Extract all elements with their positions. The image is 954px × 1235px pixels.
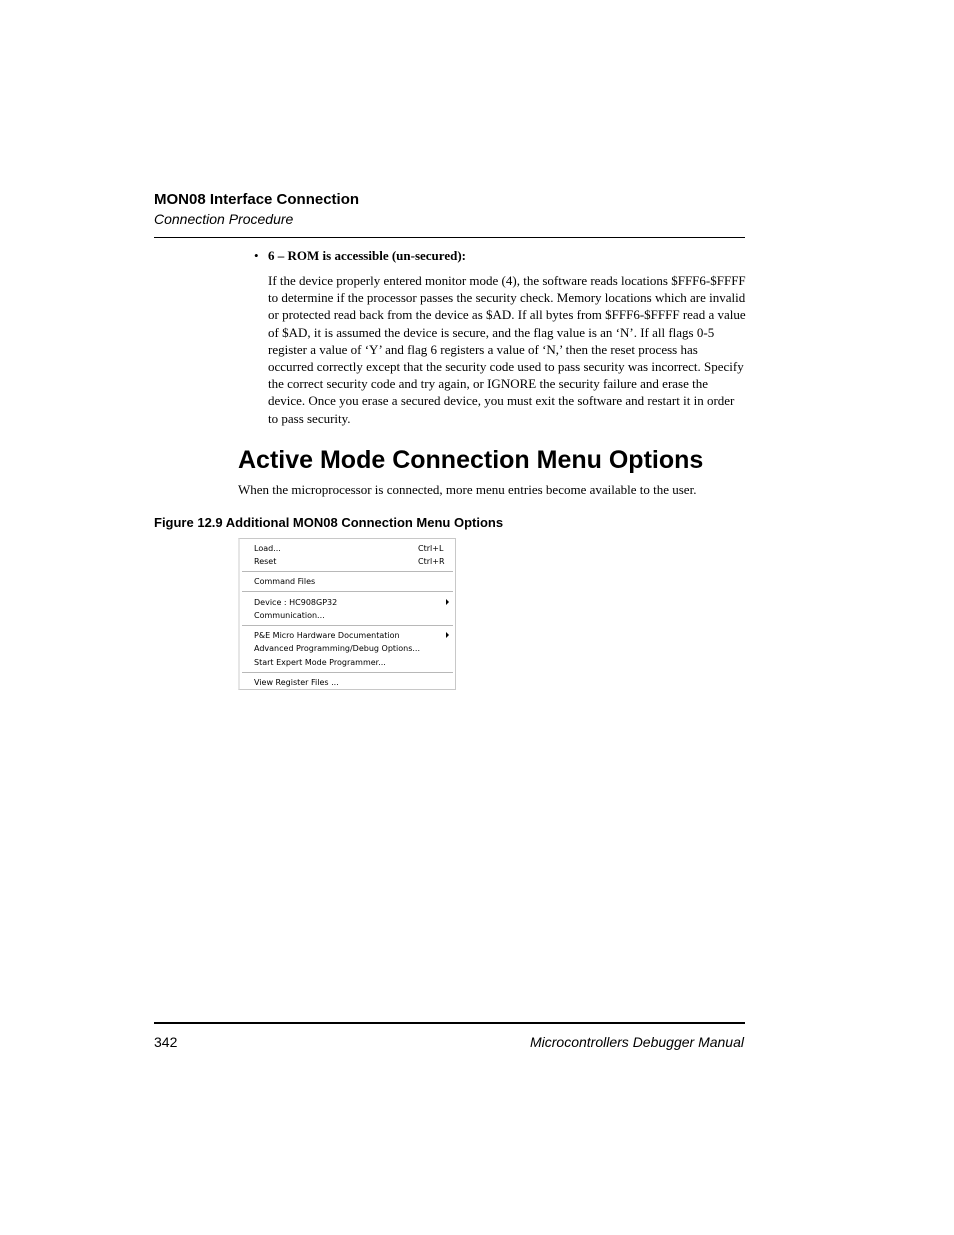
- menu-item-advanced-programming-label: Advanced Programming/Debug Options...: [254, 644, 421, 653]
- menu-separator: [242, 672, 453, 673]
- menu-item-expert-mode-label: Start Expert Mode Programmer...: [254, 658, 386, 667]
- footer-rule: [154, 1022, 745, 1024]
- page-number: 342: [154, 1034, 178, 1050]
- menu-item-load-shortcut: Ctrl+L: [418, 544, 444, 553]
- menu-separator: [242, 571, 453, 572]
- manual-title: Microcontrollers Debugger Manual: [530, 1034, 744, 1050]
- menu-item-expert-mode[interactable]: [254, 657, 451, 668]
- menu-item-communication-label: Communication...: [254, 611, 325, 620]
- header-rule: [154, 237, 745, 238]
- menu-item-advanced-programming[interactable]: [254, 643, 451, 654]
- menu-item-reset-shortcut: Ctrl+R: [418, 557, 445, 566]
- submenu-arrow-icon: [446, 632, 449, 638]
- menu-item-view-register-files-label: View Register Files ...: [254, 678, 339, 687]
- menu-item-hardware-docs-label: P&E Micro Hardware Documentation: [254, 631, 400, 640]
- security-paragraph: If the device properly entered monitor mode (4), the software reads locations $FFF6-$FFFF to determine if the processor passes the security check. Memory locations which are invalid or protected read back from the device as $AD. If all bytes from $FFF6-$FFFF read a value of $AD, it is assumed the device is secure, and the flag value is an ‘N’. If all flags 0-5 register a value of ‘Y’ and flag 6 registers a value of ‘N,’ then the reset process has occurred correctly except that the security code used to pass security was incorrect. Specify the correct security code and try again, or IGNORE the security failure and erase the device. Once you erase a secured device, you must exit the software and restart it in order to pass security.: [268, 273, 746, 426]
- figure-caption: Figure 12.9 Additional MON08 Connection Menu Options: [154, 515, 504, 530]
- bullet-heading: 6 – ROM is accessible (un-secured):: [268, 248, 466, 263]
- connection-menu: [238, 538, 456, 690]
- menu-item-communication[interactable]: [254, 610, 451, 621]
- menu-item-reset[interactable]: [254, 556, 451, 567]
- submenu-arrow-icon: [446, 599, 449, 605]
- menu-item-hardware-docs[interactable]: [254, 630, 451, 641]
- menu-separator: [242, 591, 453, 592]
- section-intro: When the microprocessor is connected, more menu entries become available to the user.: [238, 482, 697, 497]
- menu-item-load[interactable]: [254, 543, 451, 554]
- menu-item-device-label: Device : HC908GP32: [254, 598, 338, 607]
- running-header-subtitle: Connection Procedure: [154, 211, 294, 227]
- menu-item-command-files[interactable]: [254, 576, 451, 587]
- menu-item-reset-label: Reset: [254, 557, 277, 566]
- menu-item-load-label: Load...: [254, 544, 281, 553]
- running-header-title: MON08 Interface Connection: [154, 191, 360, 208]
- menu-item-view-register-files[interactable]: [254, 677, 451, 688]
- menu-item-command-files-label: Command Files: [254, 577, 316, 586]
- menu-item-device[interactable]: [254, 597, 451, 608]
- bullet-item: [254, 248, 466, 264]
- section-heading: Active Mode Connection Menu Options: [238, 446, 704, 474]
- menu-separator: [242, 625, 453, 626]
- bullet-symbol: •: [254, 248, 259, 263]
